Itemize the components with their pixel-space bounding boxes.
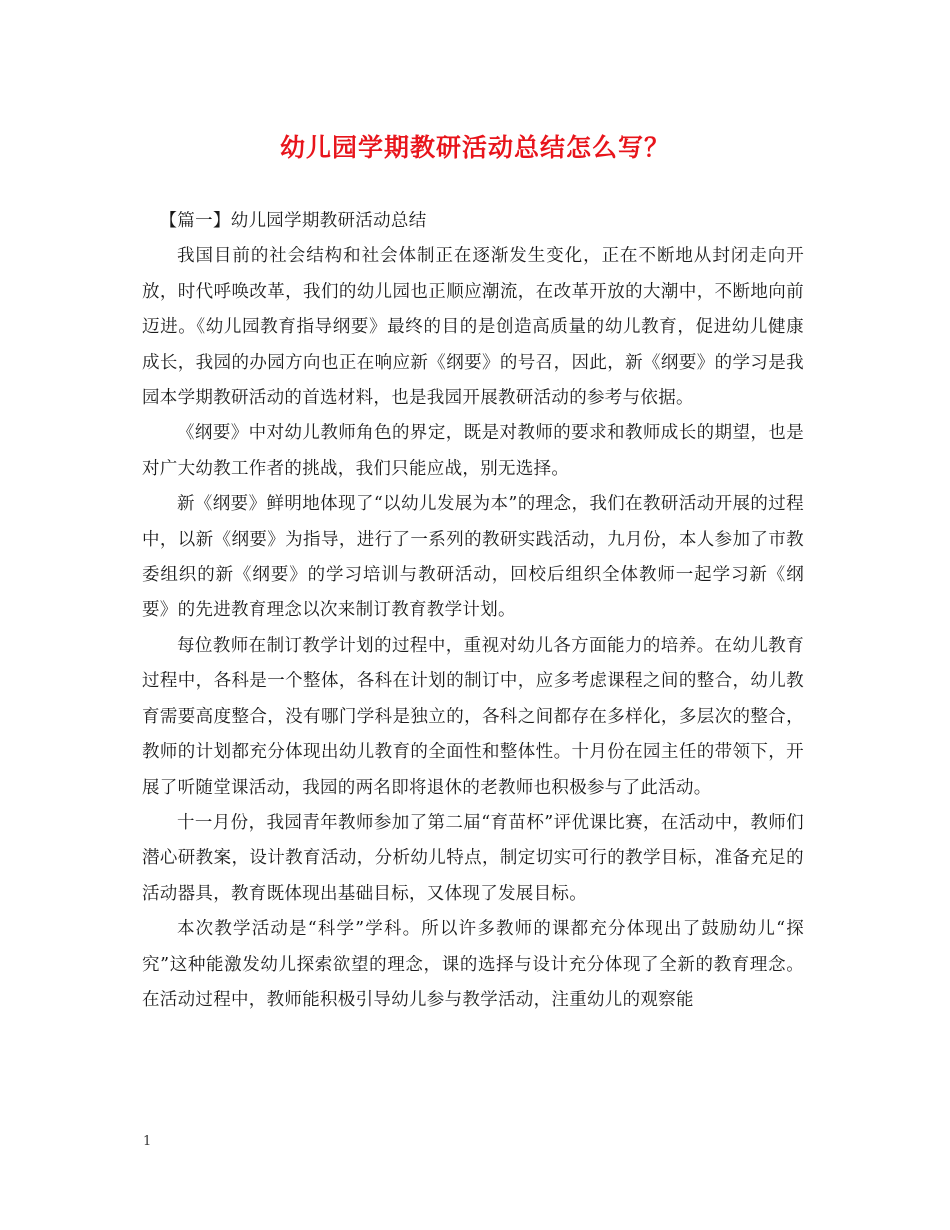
paragraph-3: 新《纲要》鲜明地体现了“以幼儿发展为本”的理念，我们在教研活动开展的过程中，以新《纲要》为指导，进行了一系列的教研实践活动，九月份，本人参加了市教委组织的新《纲要》的学习培训与教研活动，回校后组织全体教师一起学习新《纲要》的先进教育理念以次来制订教育教学计划。 xyxy=(142,494,804,621)
page-number: 1 xyxy=(143,1134,152,1149)
document-body xyxy=(142,204,804,1018)
paragraph-5: 十一月份，我园青年教师参加了第二届“育苗杯”评优课比赛，在活动中，教师们潜心研教案，设计教育活动，分析幼儿特点，制定切实可行的教学目标，准备充足的活动器具，教育既体现出基础目标，又体现了发展目标。 xyxy=(142,812,804,904)
paragraph-1: 我国目前的社会结构和社会体制正在逐渐发生变化，正在不断地从封闭走向开放，时代呼唤改革，我们的幼儿园也正顺应潮流，在改革开放的大潮中，不断地向前迈进。《幼儿园教育指导纲要》最终的目的是创造高质量的幼儿教育，促进幼儿健康成长，我园的办园方向也正在响应新《纲要》的号召，因此，新《纲要》的学习是我园本学期教研活动的首选材料，也是我园开展教研活动的参考与依据。 xyxy=(142,246,804,409)
paragraph-2: 《纲要》中对幼儿教师角色的界定，既是对教师的要求和教师成长的期望，也是对广大幼教工作者的挑战，我们只能应战，别无选择。 xyxy=(142,423,804,479)
section-heading: 【篇一】幼儿园学期教研活动总结 xyxy=(159,211,427,231)
paragraph-4: 每位教师在制订教学计划的过程中，重视对幼儿各方面能力的培养。在幼儿教育过程中，各科是一个整体，各科在计划的制订中，应多考虑课程之间的整合，幼儿教育需要高度整合，没有哪门学科是独立的，各科之间都存在多样化，多层次的整合，教师的计划都充分体现出幼儿教育的全面性和整体性。十月份在园主任的带领下，开展了听随堂课活动，我园的两名即将退休的老教师也积极参与了此活动。 xyxy=(142,635,804,798)
paragraph-6: 本次教学活动是“科学”学科。所以许多教师的课都充分体现出了鼓励幼儿“探究”这种能激发幼儿探索欲望的理念，课的选择与设计充分体现了全新的教育理念。在活动过程中，教师能积极引导幼儿参与教学活动，注重幼儿的观察能 xyxy=(142,919,804,1010)
document-title: 幼儿园学期教研活动总结怎么写？ xyxy=(279,133,670,162)
